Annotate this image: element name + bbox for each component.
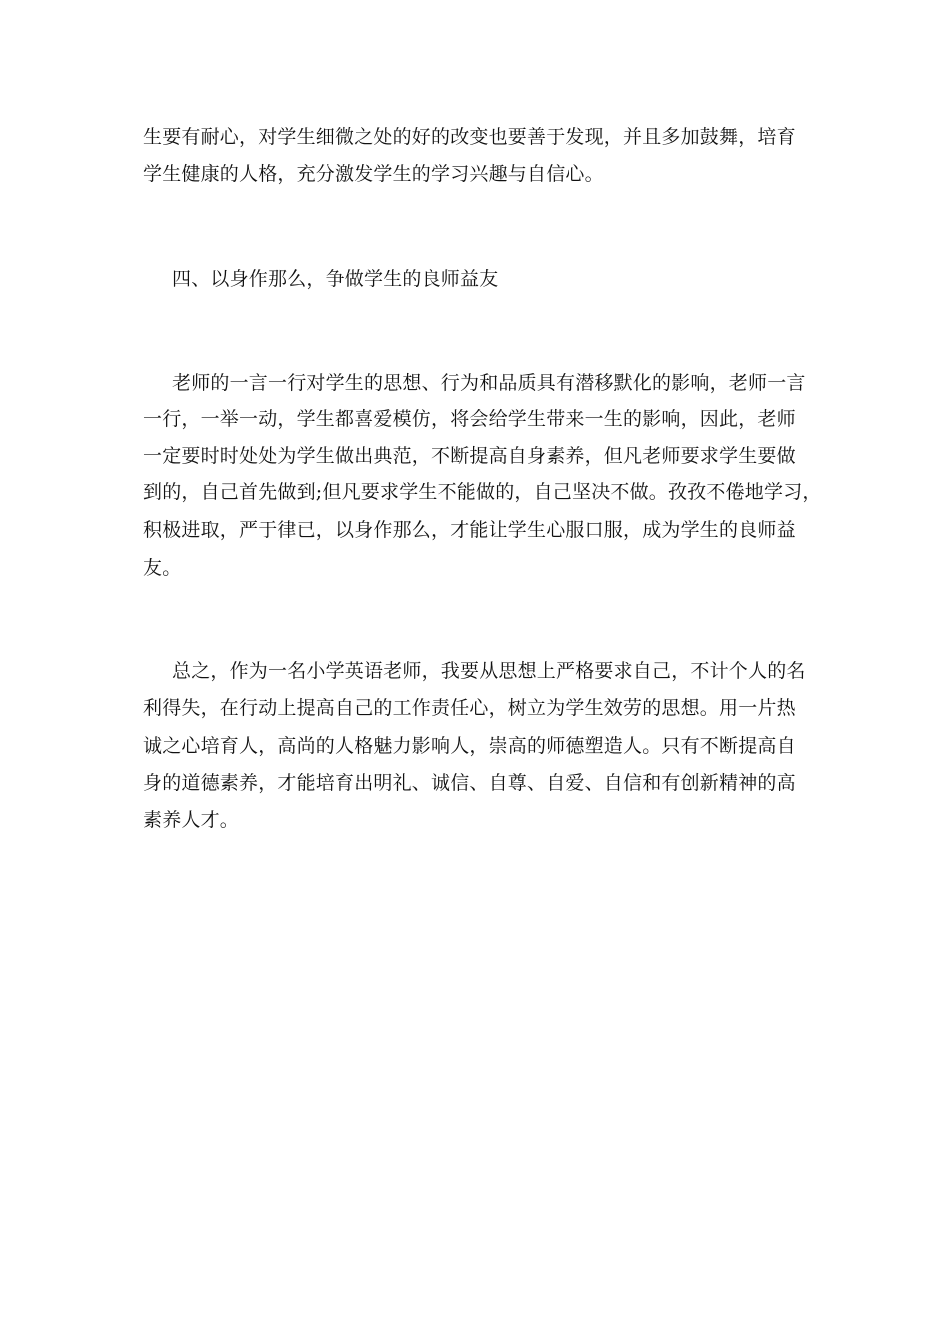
paragraph-3-line-5: 素养人才。 — [143, 809, 240, 831]
paragraph-2-line-1: 老师的一言一行对学生的思想、行为和品质具有潜移默化的影响，老师一言 — [172, 372, 806, 394]
paragraph-2-line-6: 友。 — [143, 557, 182, 579]
paragraph-3-line-1: 总之，作为一名小学英语老师，我要从思想上严格要求自己，不计个人的名 — [172, 660, 806, 682]
paragraph-3-line-3: 诚之心培育人，高尚的人格魅力影响人，崇高的师德塑造人。只有不断提高自 — [143, 735, 796, 757]
section-heading: 四、以身作那么，争做学生的良师益友 — [172, 268, 499, 290]
paragraph-2-line-2: 一行，一举一动，学生都喜爱模仿，将会给学生带来一生的影响，因此，老师 — [143, 408, 796, 430]
paragraph-2-line-3: 一定要时时处处为学生做出典范，不断提高自身素养，但凡老师要求学生要做 — [143, 445, 796, 467]
paragraph-2-line-4: 到的，自己首先做到;但凡要求学生不能做的，自己坚决不做。孜孜不倦地学习， — [143, 481, 822, 503]
paragraph-1-line-1: 生要有耐心，对学生细微之处的好的改变也要善于发现，并且多加鼓舞，培育 — [143, 126, 796, 148]
paragraph-2-line-5: 积极进取，严于律已，以身作那么，才能让学生心服口服，成为学生的良师益 — [143, 519, 796, 541]
paragraph-3-line-2: 利得失，在行动上提高自己的工作责任心，树立为学生效劳的思想。用一片热 — [143, 697, 796, 719]
paragraph-3-line-4: 身的道德素养，才能培育出明礼、诚信、自尊、自爱、自信和有创新精神的高 — [143, 772, 796, 794]
paragraph-1-line-2: 学生健康的人格，充分激发学生的学习兴趣与自信心。 — [143, 163, 604, 185]
